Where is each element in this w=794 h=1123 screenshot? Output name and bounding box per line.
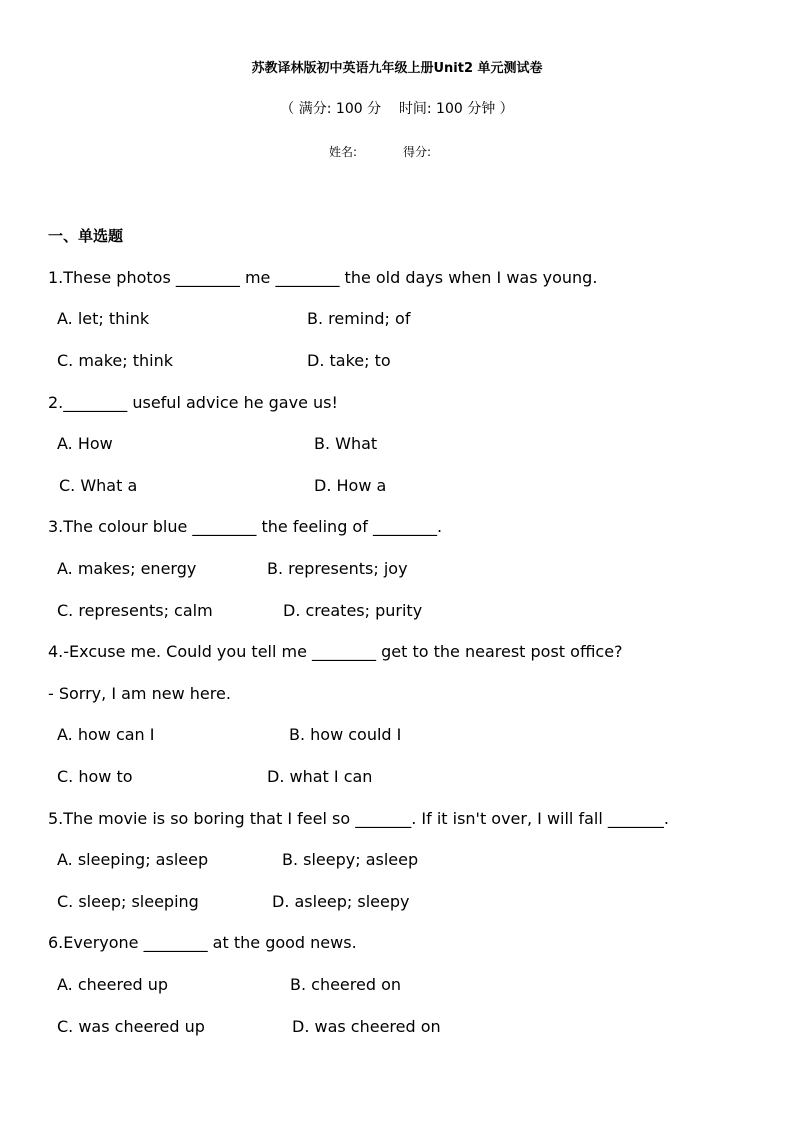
question-5-option-b: B. sleepy; asleep	[282, 850, 419, 869]
question-1-option-d: D. take; to	[307, 351, 391, 370]
question-3-option-a: A. makes; energy	[57, 559, 197, 578]
question-3-option-b: B. represents; joy	[267, 559, 408, 578]
section-title: 一、单选题	[48, 227, 124, 245]
question-5-option-a: A. sleeping; asleep	[57, 850, 209, 869]
question-6-option-b: B. cheered on	[290, 975, 402, 994]
question-4-option-d: D. what I can	[267, 767, 373, 786]
question-5-option-d: D. asleep; sleepy	[272, 892, 410, 911]
question-2-option-a: A. How	[57, 434, 113, 453]
question-4-option-c: C. how to	[57, 767, 133, 786]
question-1-option-a: A. let; think	[57, 309, 150, 328]
question-6-stem: 6.Everyone ________ at the good news.	[48, 933, 357, 952]
question-4-option-b: B. how could I	[289, 725, 402, 744]
question-4-reply: - Sorry, I am new here.	[48, 684, 231, 703]
question-1-option-c: C. make; think	[57, 351, 174, 370]
question-5-option-c: C. sleep; sleeping	[57, 892, 199, 911]
question-3-stem: 3.The colour blue ________ the feeling of ________.	[48, 517, 443, 536]
question-4-stem: 4.-Excuse me. Could you tell me ________ get to the nearest post office?	[48, 642, 623, 661]
exam-title: 苏教译林版初中英语九年级上册Unit2 单元测试卷	[251, 61, 543, 76]
question-3-option-d: D. creates; purity	[283, 601, 423, 620]
question-6-option-c: C. was cheered up	[57, 1017, 205, 1036]
question-6-option-a: A. cheered up	[57, 975, 169, 994]
question-3-option-c: C. represents; calm	[57, 601, 213, 620]
question-6-option-d: D. was cheered on	[292, 1017, 441, 1036]
question-1-stem: 1.These photos ________ me ________ the old days when I was young.	[48, 268, 598, 287]
question-2-stem: 2.________ useful advice he gave us!	[48, 393, 338, 412]
question-4-option-a: A. how can I	[57, 725, 155, 744]
score-time-line: （ 满分: 100 分 时间: 100 分钟 ）	[280, 101, 514, 117]
question-1-option-b: B. remind; of	[307, 309, 411, 328]
question-2-option-d: D. How a	[314, 476, 387, 495]
question-2-option-b: B. What	[314, 434, 378, 453]
question-2-option-c: C. What a	[59, 476, 138, 495]
grade-label: 得分:	[403, 145, 432, 159]
question-5-stem: 5.The movie is so boring that I feel so _______. If it isn't over, I will fall _______.	[48, 809, 669, 828]
name-label: 姓名:	[329, 145, 358, 159]
